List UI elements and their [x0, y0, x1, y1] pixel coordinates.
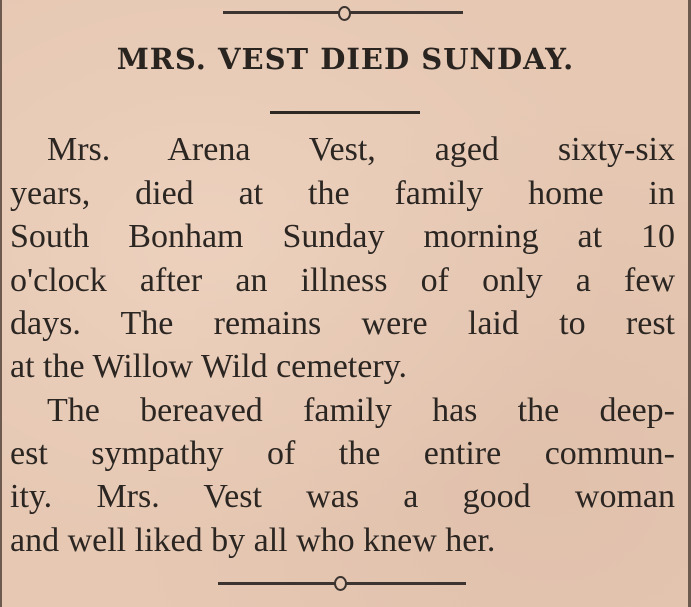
rule-ornament-icon	[334, 576, 347, 591]
article-line: o'clock after an illness of only a few	[10, 262, 675, 299]
headline-divider	[270, 111, 420, 114]
article-line: Mrs. Arena Vest, aged sixty-six	[47, 131, 675, 168]
clipping-left-edge	[0, 0, 2, 607]
bottom-ornament-rule	[218, 582, 466, 585]
article-line: est sympathy of the entire commun-	[10, 435, 675, 472]
top-ornament-rule	[223, 11, 463, 14]
article-line: ity. Mrs. Vest was a good woman	[10, 478, 675, 515]
article-line: years, died at the family home in	[10, 175, 675, 212]
article-line: and well liked by all who knew her.	[10, 522, 496, 559]
article-line: at the Willow Wild cemetery.	[10, 348, 407, 385]
article-line: days. The remains were laid to rest	[10, 305, 675, 342]
article-line: The bereaved family has the deep-	[47, 392, 675, 429]
article-line: South Bonham Sunday morning at 10	[10, 218, 675, 255]
headline: MRS. VEST DIED SUNDAY.	[116, 42, 575, 76]
rule-ornament-icon	[338, 6, 351, 21]
